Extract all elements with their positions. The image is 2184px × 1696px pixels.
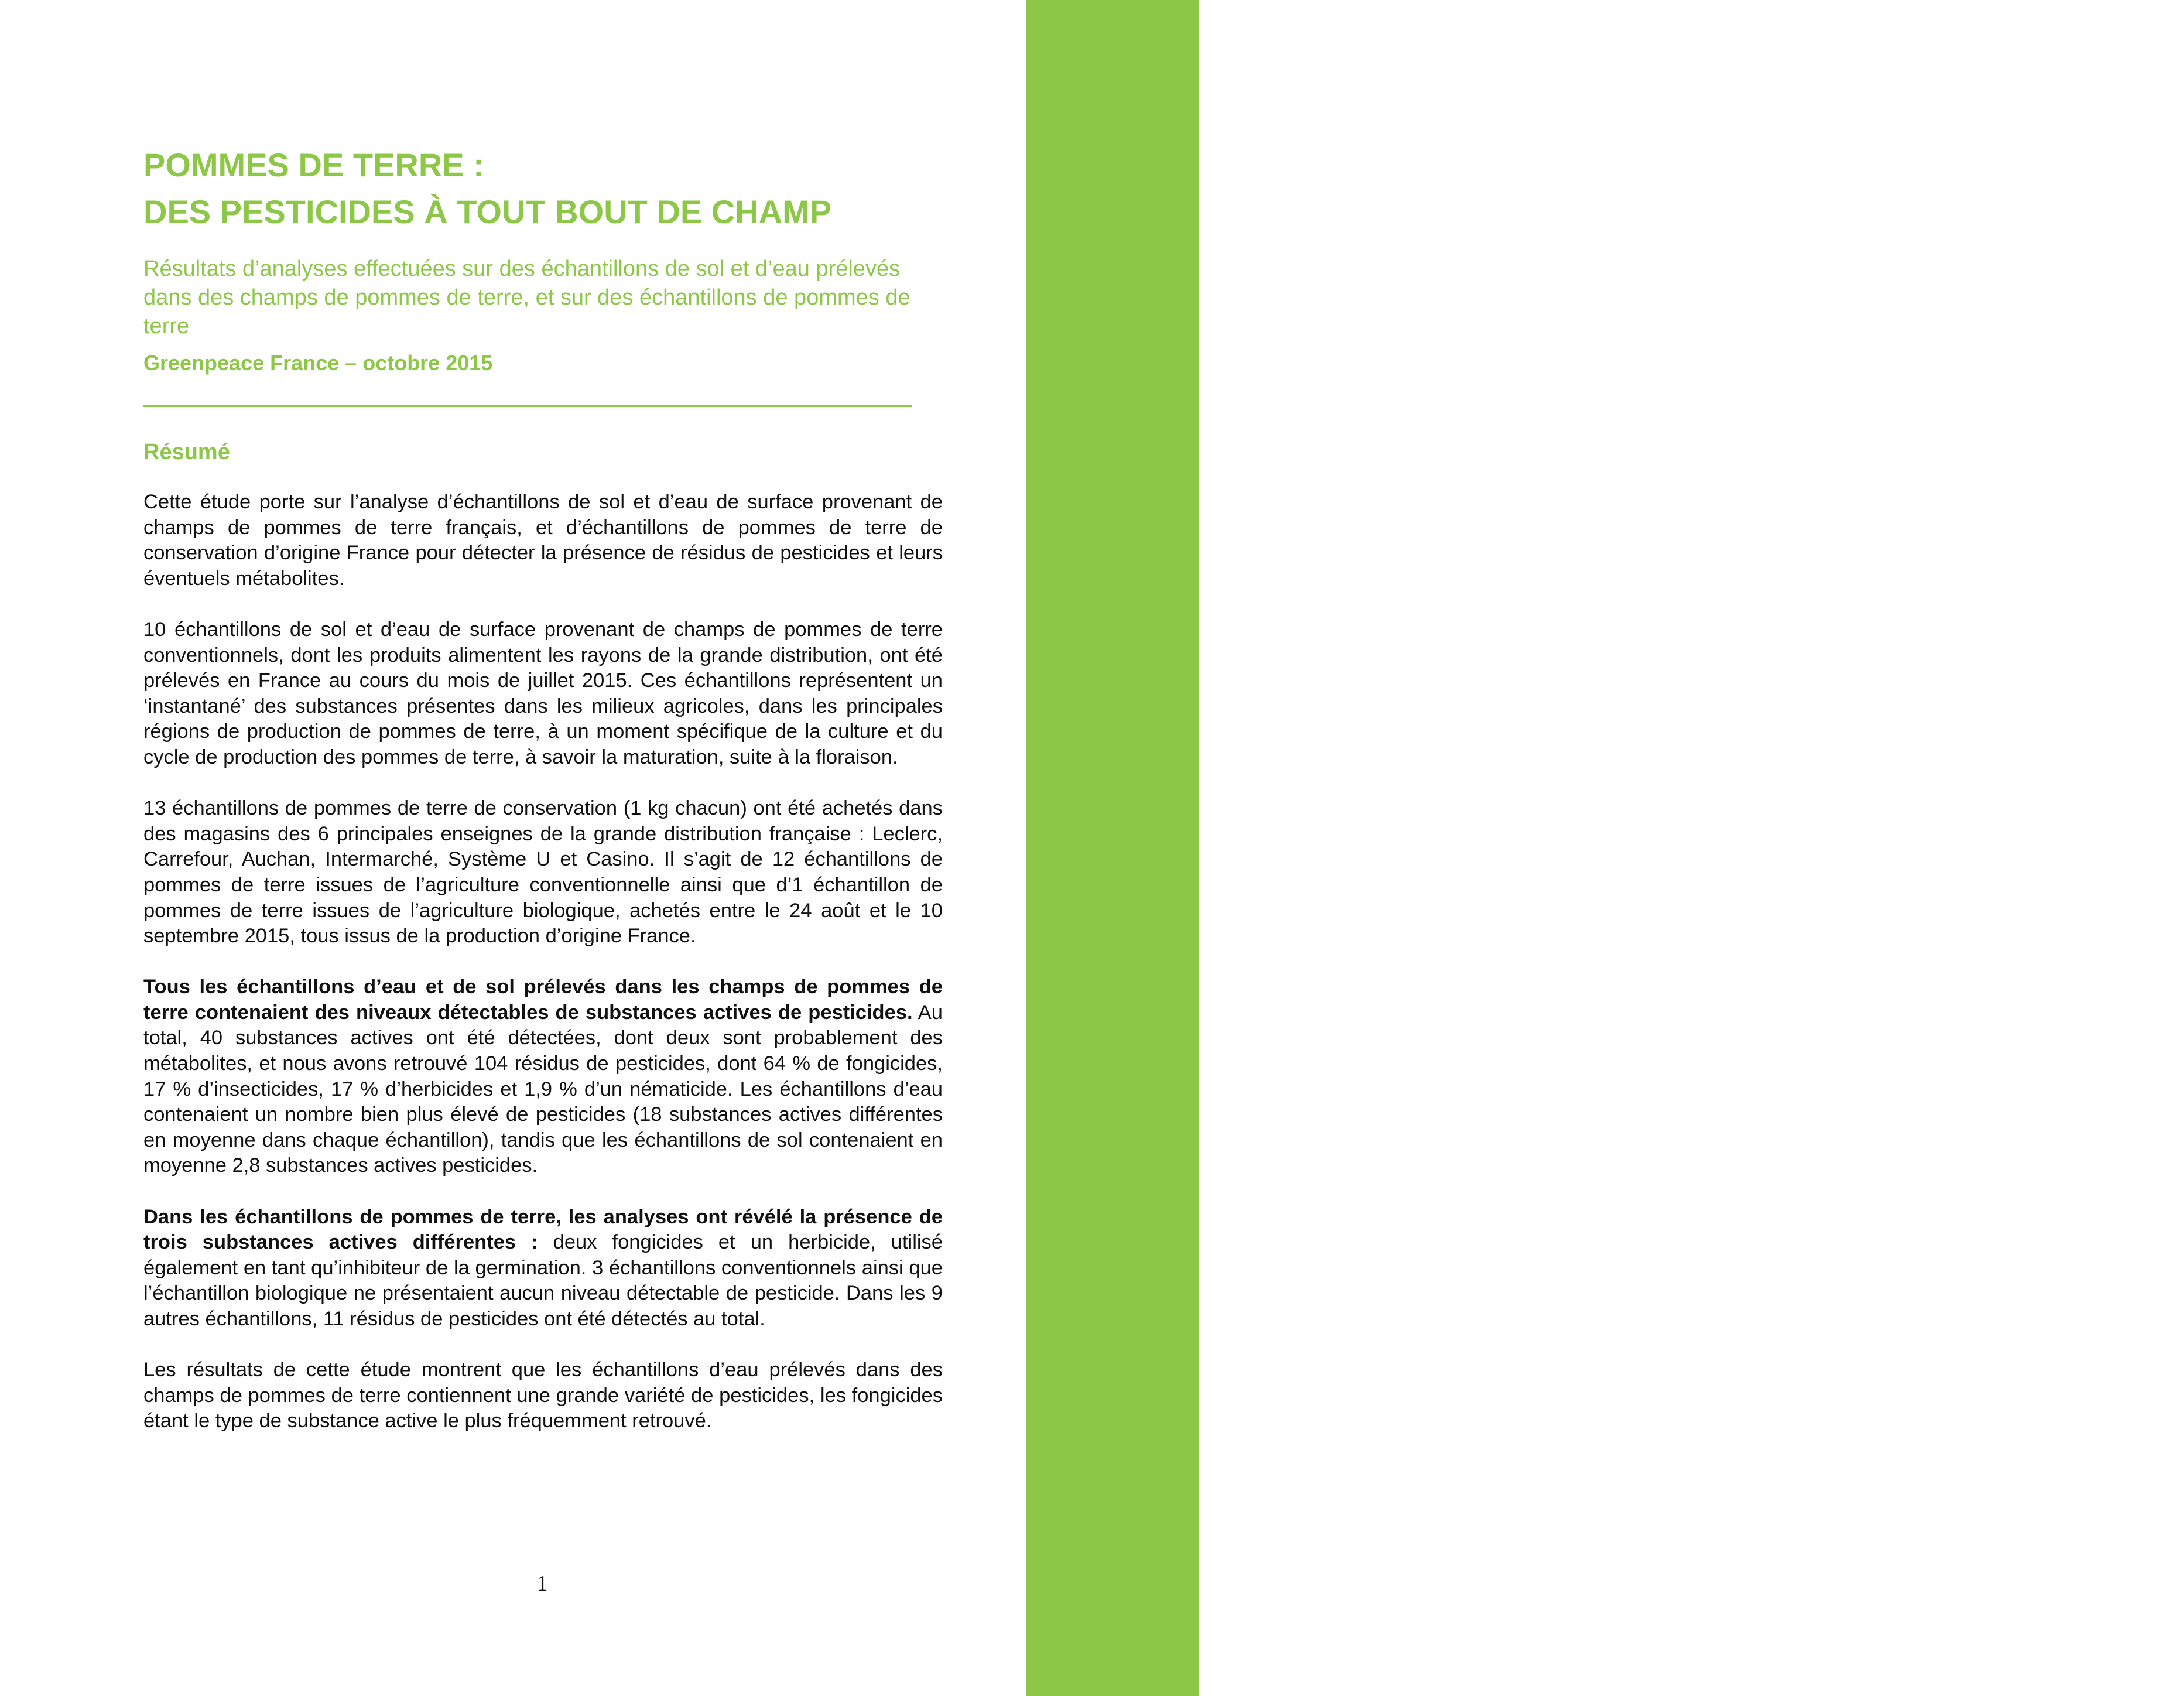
paragraph-4 [143, 974, 943, 1179]
sidebar-band [1026, 0, 2183, 1696]
page-number: 1 [536, 1571, 548, 1596]
paragraph-5-text: deux fongicides et un herbicide, utilisé également en tant qu’inhibiteur de la germination. 3 échantillons conventionnels ainsi que l’échantillon biologique ne présentaient aucun niveau détectable de pesticide. Dans les 9 autres échantillons, 11 résidus de pesticides ont été détectés au total. [143, 1231, 943, 1330]
paragraph-4-bold: Tous les échantillons d’eau et de sol prélevés dans les champs de pommes de terre contenaient des niveaux détectables de substances actives de pesticides. [143, 976, 943, 1024]
paragraph-6: Les résultats de cette étude montrent que les échantillons d’eau prélevés dans des champs de pommes de terre contiennent une grande variété de pesticides, les fongicides étant le type de substance active le plus fréquemment retrouvé. [143, 1359, 943, 1432]
paragraph-3: 13 échantillons de pommes de terre de conservation (1 kg chacun) ont été achetés dans des magasins des 6 principales enseignes de la grande distribution française : Leclerc, Carrefour, Auchan, Intermarché, Système U et Casino. Il s’agit de 12 échantillons de pommes de terre issues de l’agriculture conventionnelle ainsi que d’1 échantillon de pommes de terre issues de l’agriculture biologique, achetés entre le 24 août et le 10 septembre 2015, tous issus de la production d’origine France. [143, 797, 943, 948]
summary-body [143, 490, 943, 1460]
paragraph-2: 10 échantillons de sol et d’eau de surface provenant de champs de pommes de terre conventionnels, dont les produits alimentent les rayons de la grande distribution, ont été prélevés en France au cours du mois de juillet 2015. Ces échantillons représentent un ‘instantané’ des substances présentes dans les milieux agricoles, dans les principales régions de production de pommes de terre, à un moment spécifique de la culture et du cycle de production des pommes de terre, à savoir la maturation, suite à la floraison. [143, 618, 943, 768]
section-heading: Résumé [143, 440, 230, 464]
title-line-2: DES PESTICIDES À TOUT BOUT DE CHAMP [143, 193, 832, 230]
divider [143, 405, 912, 407]
greenpeace-logo: GREENPEACE [2109, 27, 2168, 395]
website-url: www.greenpeace.fr [2146, 1335, 2183, 1616]
paragraph-4-text: Au total, 40 substances actives ont été détectées, dont deux sont probablement des métabolites, et nous avons retrouvé 104 résidus de pesticides, dont 64 % de fongicides, 17 % d’insecticides, 17 % d’herbicides et 1,9 % d’un nématicide. Les échantillons d’eau contenaient un nombre bien plus élevé de pesticides (18 substances actives différentes en moyenne dans chaque échantillon), tandis que les échantillons de sol contenaient en moyenne 2,8 substances actives pesticides. [143, 1001, 943, 1177]
paragraph-5-bold: Dans les échantillons de pommes de terre, les analyses ont révélé la présence de trois substances actives différentes : [143, 1205, 943, 1254]
title-line-1: POMMES DE TERRE : [143, 146, 484, 183]
page-title [143, 142, 831, 235]
paragraph-5 [143, 1205, 943, 1332]
author-date: Greenpeace France – octobre 2015 [143, 351, 493, 375]
paragraph-1: Cette étude porte sur l’analyse d’échantillons de sol et d’eau de surface provenant de champs de pommes de terre français, et d’échantillons de pommes de terre de conservation d’origine France pour détecter la présence de résidus de pesticides et leurs éventuels métabolites. [143, 491, 943, 590]
subtitle: Résultats d’analyses effectuées sur des échantillons de sol et d’eau prélevés dans des champs de pommes de terre, et sur des échantillons de pommes de terre [143, 257, 910, 338]
